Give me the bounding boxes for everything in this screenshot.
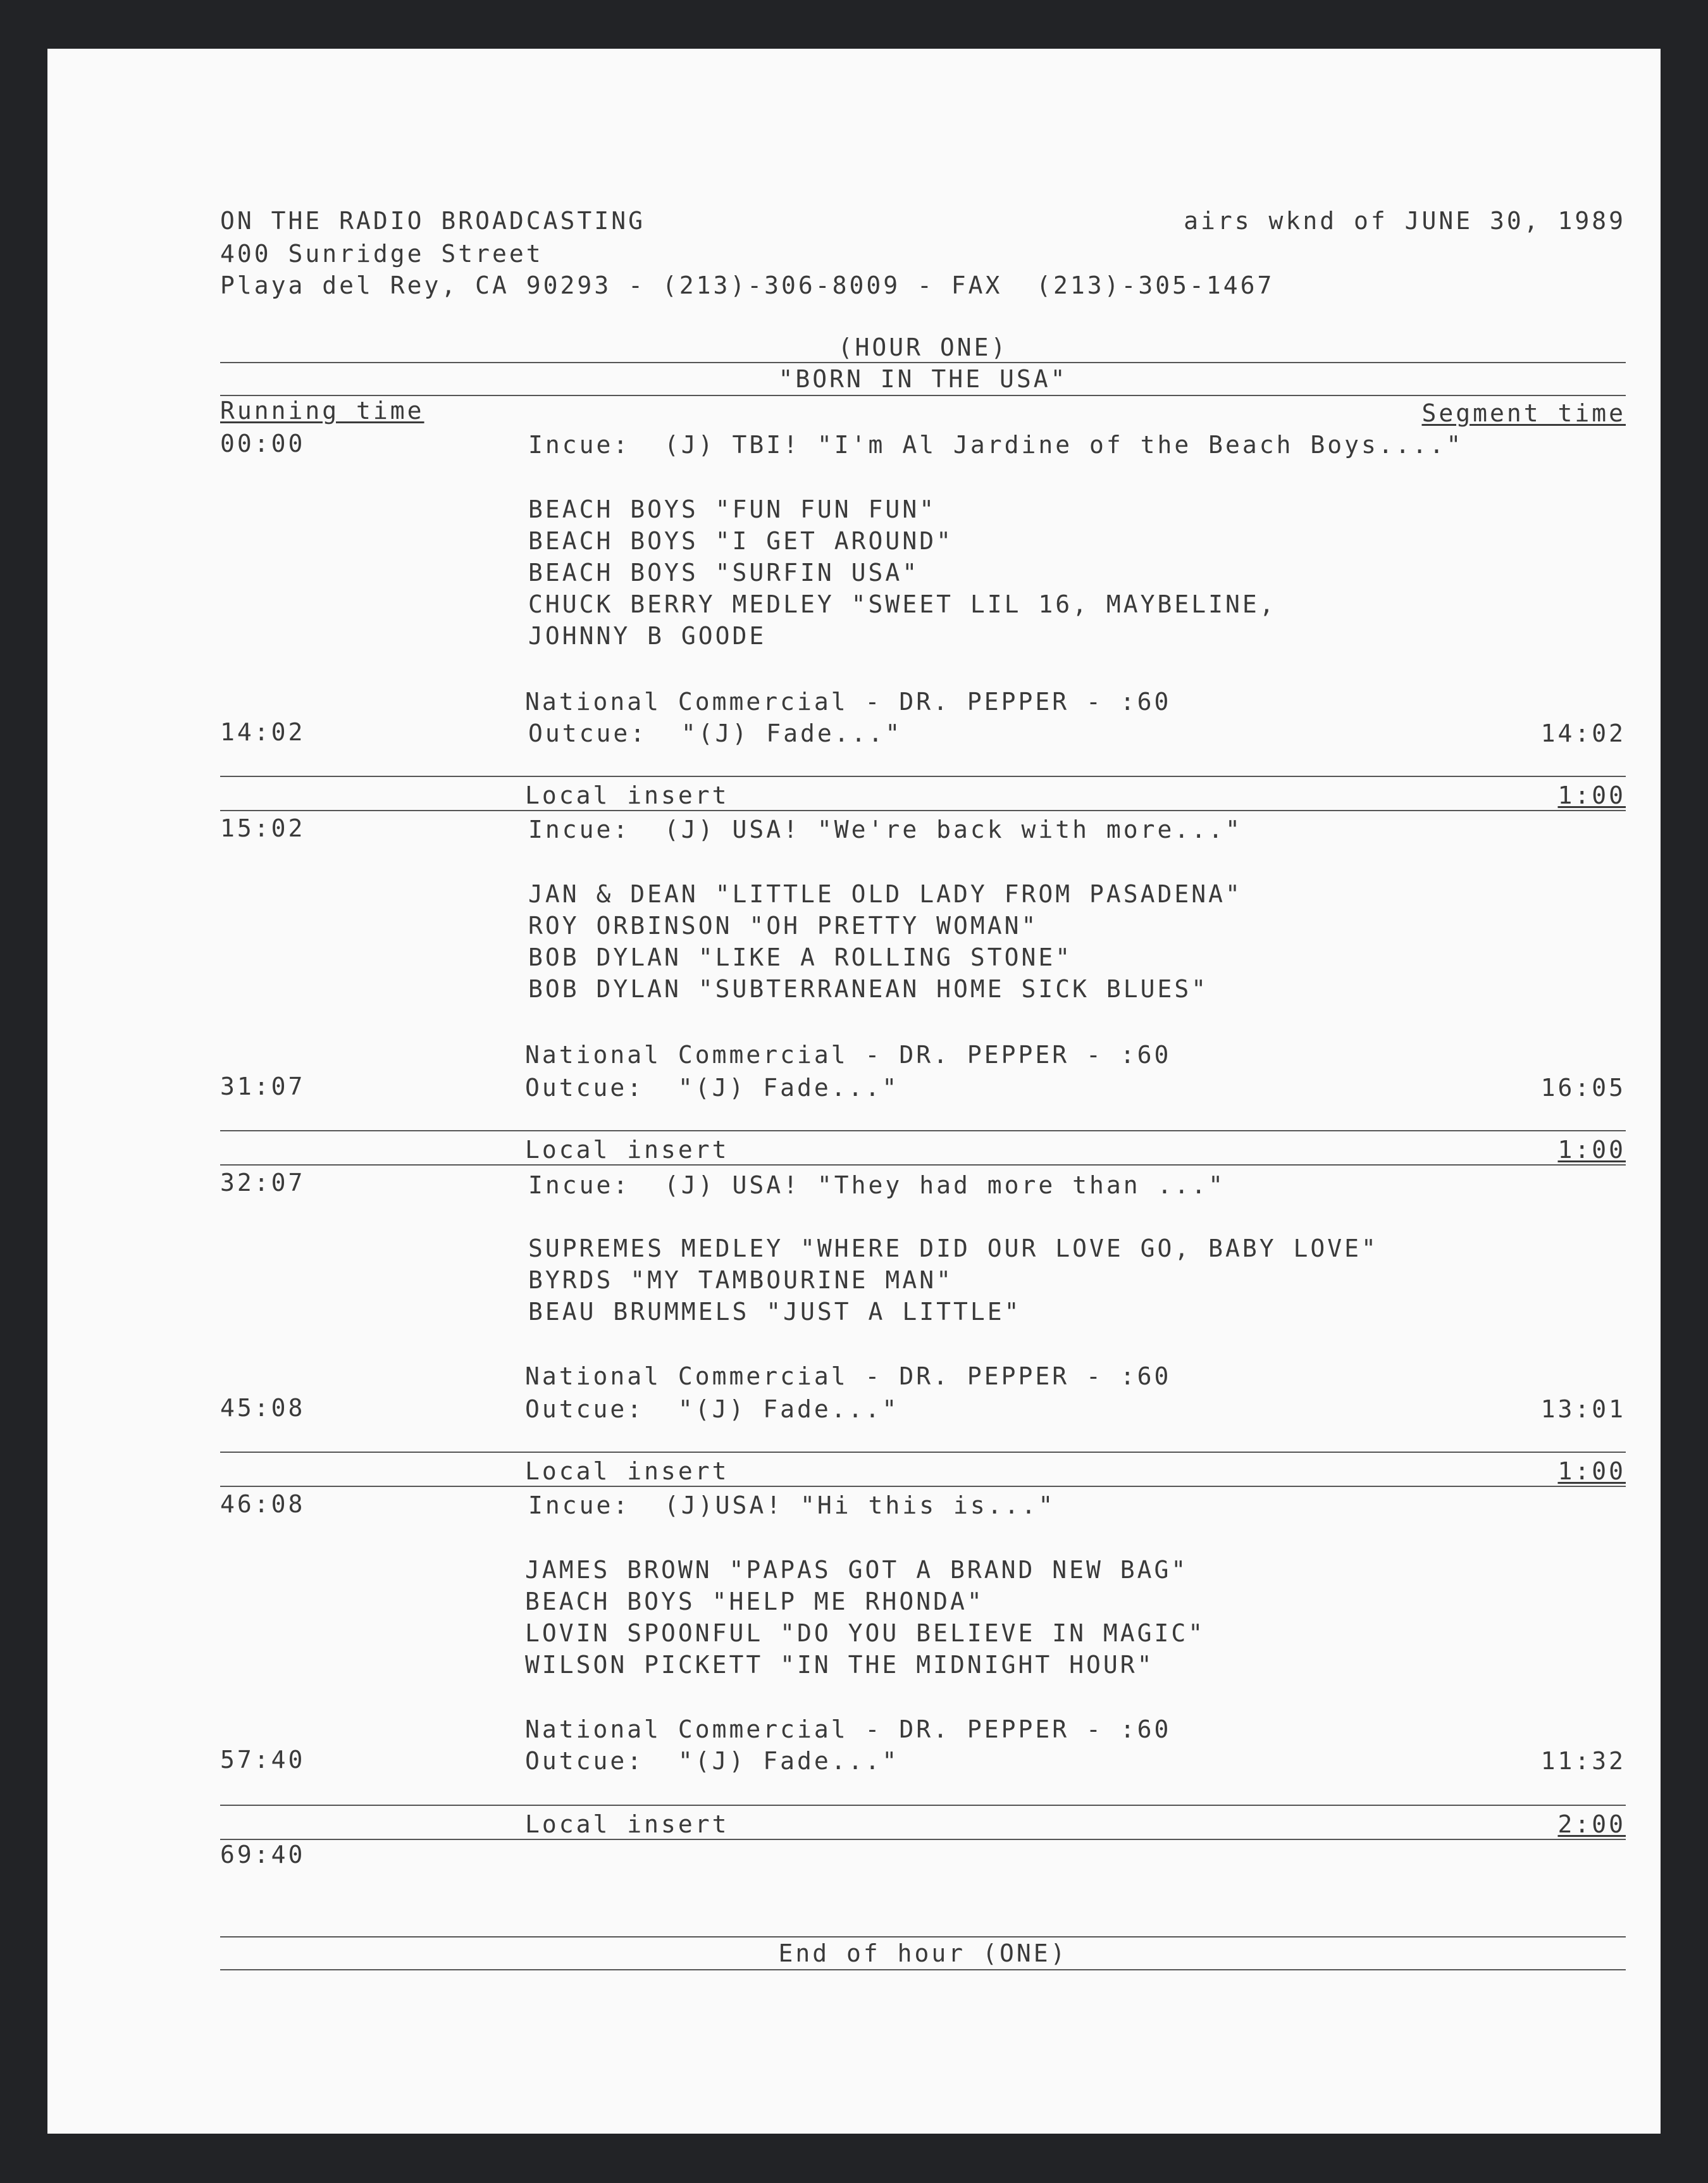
song-entry: BOB DYLAN "LIKE A ROLLING STONE" xyxy=(528,943,1073,971)
national-commercial: National Commercial - DR. PEPPER - :60 xyxy=(525,1362,1172,1390)
local-insert-time: 2:00 xyxy=(1557,1810,1626,1838)
segment-time-header: Segment time xyxy=(1421,399,1626,427)
divider xyxy=(220,362,1626,363)
local-insert-time: 1:00 xyxy=(1557,1457,1626,1485)
divider xyxy=(220,1452,1626,1453)
local-insert-time: 1:00 xyxy=(1557,781,1626,809)
song-entry: WILSON PICKETT "IN THE MIDNIGHT HOUR" xyxy=(525,1651,1154,1679)
local-insert-label: Local insert xyxy=(525,1136,729,1164)
divider xyxy=(220,1486,1626,1487)
song-entry: JOHNNY B GOODE xyxy=(528,622,767,650)
segment-outcue: Outcue: "(J) Fade..." xyxy=(528,719,903,747)
company-name: ON THE RADIO BROADCASTING xyxy=(220,207,645,235)
local-insert-label: Local insert xyxy=(525,1810,729,1838)
segment-incue: Incue: (J) TBI! "I'm Al Jardine of the Beach Boys...." xyxy=(528,431,1464,459)
song-entry: BOB DYLAN "SUBTERRANEAN HOME SICK BLUES" xyxy=(528,975,1209,1003)
company-city-phone: Playa del Rey, CA 90293 - (213)-306-8009 - FAX (213)-305-1467 xyxy=(220,271,1275,299)
divider xyxy=(220,1969,1626,1970)
company-address: 400 Sunridge Street xyxy=(220,240,543,268)
song-entry: ROY ORBINSON "OH PRETTY WOMAN" xyxy=(528,912,1039,940)
end-of-hour: End of hour (ONE) xyxy=(778,1939,1068,1967)
song-entry: BEACH BOYS "FUN FUN FUN" xyxy=(528,495,937,523)
segment-duration: 14:02 xyxy=(1540,719,1626,747)
running-time-header: Running time xyxy=(220,397,424,425)
airs-date: airs wknd of JUNE 30, 1989 xyxy=(1184,207,1626,235)
segment-duration: 11:32 xyxy=(1540,1747,1626,1775)
local-insert-label: Local insert xyxy=(525,1457,729,1485)
segment-end-time: 31:07 xyxy=(220,1073,306,1100)
national-commercial: National Commercial - DR. PEPPER - :60 xyxy=(525,1715,1172,1743)
local-insert-label: Local insert xyxy=(525,781,729,809)
segment-incue: Incue: (J)USA! "Hi this is..." xyxy=(528,1491,1056,1519)
song-entry: BEAU BRUMMELS "JUST A LITTLE" xyxy=(528,1298,1022,1326)
segment-start-time: 00:00 xyxy=(220,430,306,457)
song-entry: JAN & DEAN "LITTLE OLD LADY FROM PASADENA" xyxy=(528,880,1242,908)
song-entry: BYRDS "MY TAMBOURINE MAN" xyxy=(528,1266,953,1294)
local-insert-time: 1:00 xyxy=(1557,1136,1626,1164)
show-title: "BORN IN THE USA" xyxy=(778,365,1068,393)
song-entry: BEACH BOYS "I GET AROUND" xyxy=(528,527,953,555)
divider xyxy=(220,395,1626,396)
divider xyxy=(220,810,1626,811)
segment-end-time: 14:02 xyxy=(220,718,306,746)
divider xyxy=(220,1805,1626,1806)
final-running-time: 69:40 xyxy=(220,1841,306,1869)
segment-end-time: 45:08 xyxy=(220,1394,306,1422)
hour-label: (HOUR ONE) xyxy=(838,333,1008,361)
song-entry: BEACH BOYS "HELP ME RHONDA" xyxy=(525,1588,984,1615)
segment-start-time: 46:08 xyxy=(220,1490,306,1518)
divider xyxy=(220,1839,1626,1840)
segment-end-time: 57:40 xyxy=(220,1746,306,1774)
segment-outcue: Outcue: "(J) Fade..." xyxy=(525,1747,900,1775)
divider xyxy=(220,1164,1626,1166)
divider xyxy=(220,1130,1626,1131)
divider xyxy=(220,1936,1626,1937)
segment-outcue: Outcue: "(J) Fade..." xyxy=(525,1395,900,1423)
song-entry: BEACH BOYS "SURFIN USA" xyxy=(528,559,920,587)
segment-start-time: 32:07 xyxy=(220,1169,306,1197)
segment-incue: Incue: (J) USA! "We're back with more..." xyxy=(528,816,1242,843)
segment-duration: 16:05 xyxy=(1540,1074,1626,1102)
segment-outcue: Outcue: "(J) Fade..." xyxy=(525,1074,900,1102)
song-entry: CHUCK BERRY MEDLEY "SWEET LIL 16, MAYBELINE, xyxy=(528,590,1277,618)
song-entry: JAMES BROWN "PAPAS GOT A BRAND NEW BAG" xyxy=(525,1556,1189,1584)
national-commercial: National Commercial - DR. PEPPER - :60 xyxy=(525,1041,1172,1069)
segment-start-time: 15:02 xyxy=(220,814,306,842)
national-commercial: National Commercial - DR. PEPPER - :60 xyxy=(525,688,1172,716)
segment-duration: 13:01 xyxy=(1540,1395,1626,1423)
segment-incue: Incue: (J) USA! "They had more than ..." xyxy=(528,1171,1225,1199)
song-entry: SUPREMES MEDLEY "WHERE DID OUR LOVE GO, BABY LOVE" xyxy=(528,1235,1378,1262)
song-entry: LOVIN SPOONFUL "DO YOU BELIEVE IN MAGIC" xyxy=(525,1619,1206,1647)
divider xyxy=(220,776,1626,777)
